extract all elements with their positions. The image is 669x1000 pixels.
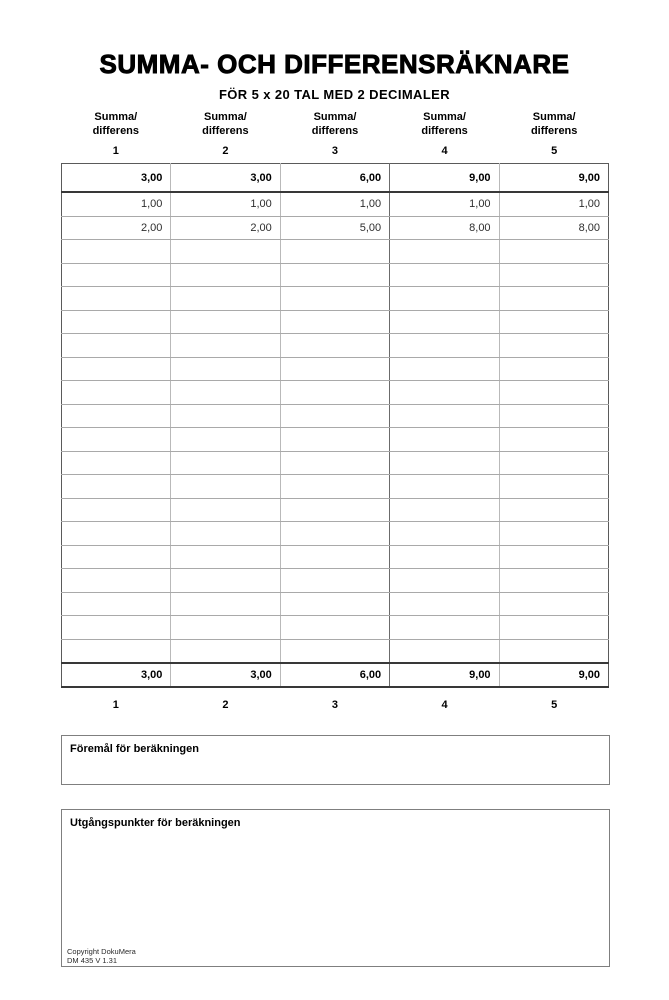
table-row [62, 616, 609, 640]
data-cell[interactable] [62, 381, 171, 405]
column-number: 1 [112, 145, 119, 157]
data-cell[interactable] [280, 357, 389, 381]
assumptions-box-label: Utgångspunkter för beräkningen [70, 817, 241, 829]
data-cell[interactable] [390, 616, 499, 640]
column-header-line2: differens [311, 125, 359, 137]
data-cell[interactable] [171, 451, 280, 475]
data-cell[interactable] [390, 569, 499, 593]
purpose-box [61, 735, 610, 785]
page-subtitle: FÖR 5 x 20 TAL MED 2 DECIMALER [218, 87, 451, 102]
data-cell[interactable] [499, 404, 608, 428]
data-cell[interactable] [62, 310, 171, 334]
data-cell[interactable] [62, 357, 171, 381]
data-cell[interactable] [62, 334, 171, 358]
bottom-totals-row [62, 663, 609, 687]
data-cell[interactable] [171, 592, 280, 616]
assumptions-input-area[interactable] [62, 834, 609, 966]
footer-column-number: 4 [441, 699, 448, 711]
column-header-line2: differens [421, 125, 468, 137]
data-cell[interactable] [499, 569, 608, 593]
column-header [171, 110, 281, 158]
bottom-total-cell: 9,00 [499, 663, 608, 687]
data-cell[interactable] [171, 639, 280, 663]
data-cell[interactable] [171, 616, 280, 640]
data-cell[interactable] [390, 240, 499, 264]
table-row [62, 287, 609, 311]
data-cell[interactable] [499, 545, 608, 569]
column-headers-row [61, 110, 609, 158]
data-cell[interactable] [499, 475, 608, 499]
data-cell[interactable]: 1,00 [171, 192, 280, 216]
top-total-cell: 9,00 [390, 164, 499, 193]
data-cell[interactable] [280, 310, 389, 334]
data-cell[interactable] [390, 545, 499, 569]
data-cell[interactable] [390, 592, 499, 616]
data-cell[interactable] [280, 240, 389, 264]
data-cell[interactable] [171, 475, 280, 499]
bottom-total-cell: 3,00 [62, 663, 171, 687]
table-row [62, 639, 609, 663]
data-cell[interactable] [390, 263, 499, 287]
data-cell[interactable] [499, 310, 608, 334]
data-cell[interactable] [171, 569, 280, 593]
data-cell[interactable]: 8,00 [390, 216, 499, 240]
table-row [62, 569, 609, 593]
data-cell[interactable]: 2,00 [171, 216, 280, 240]
table-row [62, 428, 609, 452]
column-header-line1: Summa/ [313, 111, 357, 123]
data-cell[interactable] [499, 592, 608, 616]
data-cell[interactable] [280, 616, 389, 640]
table-row [62, 451, 609, 475]
data-cell[interactable] [499, 334, 608, 358]
data-cell[interactable] [499, 451, 608, 475]
table-row [62, 381, 609, 405]
data-cell[interactable] [280, 639, 389, 663]
table-row [62, 404, 609, 428]
top-totals-row [62, 164, 609, 193]
data-cell[interactable] [499, 616, 608, 640]
column-header [61, 110, 171, 158]
table-row [62, 522, 609, 546]
copyright-block [67, 947, 136, 965]
column-header-line2: differens [92, 125, 140, 137]
data-cell[interactable] [62, 263, 171, 287]
column-header-line2: differens [202, 125, 249, 137]
data-cell[interactable] [390, 428, 499, 452]
data-cell[interactable] [390, 451, 499, 475]
data-cell[interactable] [62, 287, 171, 311]
data-cell[interactable] [171, 404, 280, 428]
data-cell[interactable] [62, 498, 171, 522]
column-header-line1: Summa/ [423, 111, 466, 123]
data-cell[interactable] [171, 522, 280, 546]
data-cell[interactable] [171, 334, 280, 358]
data-cell[interactable]: 2,00 [62, 216, 171, 240]
table-row [62, 240, 609, 264]
data-cell[interactable] [499, 381, 608, 405]
data-cell[interactable] [280, 404, 389, 428]
footer-column-number: 2 [222, 699, 229, 711]
footer-column-number: 1 [112, 699, 119, 711]
data-cell[interactable] [499, 357, 608, 381]
table-row [62, 545, 609, 569]
top-total-cell: 3,00 [171, 164, 280, 193]
data-cell[interactable] [499, 240, 608, 264]
table-row [62, 357, 609, 381]
purpose-box-label: Föremål för beräkningen [70, 743, 199, 755]
column-number: 2 [222, 145, 229, 157]
data-cell[interactable] [62, 616, 171, 640]
table-row [62, 498, 609, 522]
data-cell[interactable] [390, 334, 499, 358]
data-cell[interactable] [280, 381, 389, 405]
table-row [62, 192, 609, 216]
data-cell[interactable] [171, 545, 280, 569]
data-cell[interactable] [171, 287, 280, 311]
purpose-input-area[interactable] [62, 760, 609, 784]
table-row [62, 475, 609, 499]
data-cell[interactable] [280, 263, 389, 287]
data-cell[interactable] [390, 639, 499, 663]
sum-table [61, 163, 609, 688]
data-cell[interactable] [390, 287, 499, 311]
column-number: 4 [441, 145, 448, 157]
assumptions-box [61, 809, 610, 967]
data-cell[interactable] [280, 498, 389, 522]
data-cell[interactable] [171, 240, 280, 264]
data-cell[interactable] [390, 404, 499, 428]
data-cell[interactable] [499, 639, 608, 663]
data-cell[interactable] [280, 287, 389, 311]
column-number: 3 [331, 145, 339, 157]
data-cell[interactable] [390, 498, 499, 522]
table-row [62, 334, 609, 358]
column-header [390, 110, 500, 158]
bottom-total-cell: 9,00 [390, 663, 499, 687]
top-total-cell: 9,00 [499, 164, 608, 193]
data-cell[interactable]: 1,00 [62, 192, 171, 216]
data-cell[interactable] [390, 357, 499, 381]
data-cell[interactable] [171, 498, 280, 522]
data-cell[interactable] [62, 569, 171, 593]
bottom-total-cell: 6,00 [280, 663, 389, 687]
data-cell[interactable] [390, 310, 499, 334]
data-cell[interactable] [62, 475, 171, 499]
data-cell[interactable] [62, 451, 171, 475]
column-number: 5 [551, 145, 558, 157]
column-header-line1: Summa/ [532, 111, 576, 123]
column-header [280, 110, 390, 158]
data-cell[interactable] [62, 522, 171, 546]
table-row [62, 263, 609, 287]
column-header-line2: differens [530, 125, 578, 137]
data-cell[interactable] [280, 428, 389, 452]
data-cell[interactable]: 1,00 [280, 192, 389, 216]
data-cell[interactable] [280, 334, 389, 358]
data-cell[interactable] [499, 428, 608, 452]
version-line: DM 435 V 1.31 [67, 956, 118, 965]
data-cell[interactable]: 5,00 [280, 216, 389, 240]
table-row [62, 216, 609, 240]
data-cell[interactable] [280, 522, 389, 546]
column-header-line1: Summa/ [94, 111, 138, 123]
data-cell[interactable]: 1,00 [390, 192, 499, 216]
column-header-line1: Summa/ [203, 111, 247, 123]
table-row [62, 310, 609, 334]
data-cell[interactable]: 1,00 [499, 192, 608, 216]
footer-column-number: 5 [551, 699, 558, 711]
column-numbers-footer [61, 699, 609, 711]
data-cell[interactable] [171, 357, 280, 381]
data-cell[interactable] [62, 428, 171, 452]
data-cell[interactable] [499, 522, 608, 546]
data-cell[interactable] [62, 240, 171, 264]
data-cell[interactable] [62, 592, 171, 616]
data-cell[interactable] [62, 404, 171, 428]
data-cell[interactable] [390, 381, 499, 405]
top-total-cell: 3,00 [62, 164, 171, 193]
data-cell[interactable] [171, 310, 280, 334]
sum-table-body [62, 164, 609, 688]
footer-column-number: 3 [331, 699, 339, 711]
data-cell[interactable] [280, 569, 389, 593]
data-cell[interactable] [280, 592, 389, 616]
data-cell[interactable] [499, 498, 608, 522]
data-cell[interactable]: 8,00 [499, 216, 608, 240]
data-cell[interactable] [171, 381, 280, 405]
page-title: SUMMA- OCH DIFFERENSRÄKNARE [99, 49, 570, 79]
data-cell[interactable] [62, 639, 171, 663]
table-row [62, 592, 609, 616]
data-cell[interactable] [499, 263, 608, 287]
data-cell[interactable] [171, 428, 280, 452]
copyright-line: Copyright DokuMera [67, 947, 136, 956]
data-cell[interactable] [280, 545, 389, 569]
data-cell[interactable] [171, 263, 280, 287]
data-cell[interactable] [280, 475, 389, 499]
data-cell[interactable] [499, 287, 608, 311]
data-cell[interactable] [390, 522, 499, 546]
bottom-total-cell: 3,00 [171, 663, 280, 687]
top-total-cell: 6,00 [280, 164, 389, 193]
column-header [499, 110, 609, 158]
data-cell[interactable] [62, 545, 171, 569]
data-cell[interactable] [280, 451, 389, 475]
data-cell[interactable] [390, 475, 499, 499]
